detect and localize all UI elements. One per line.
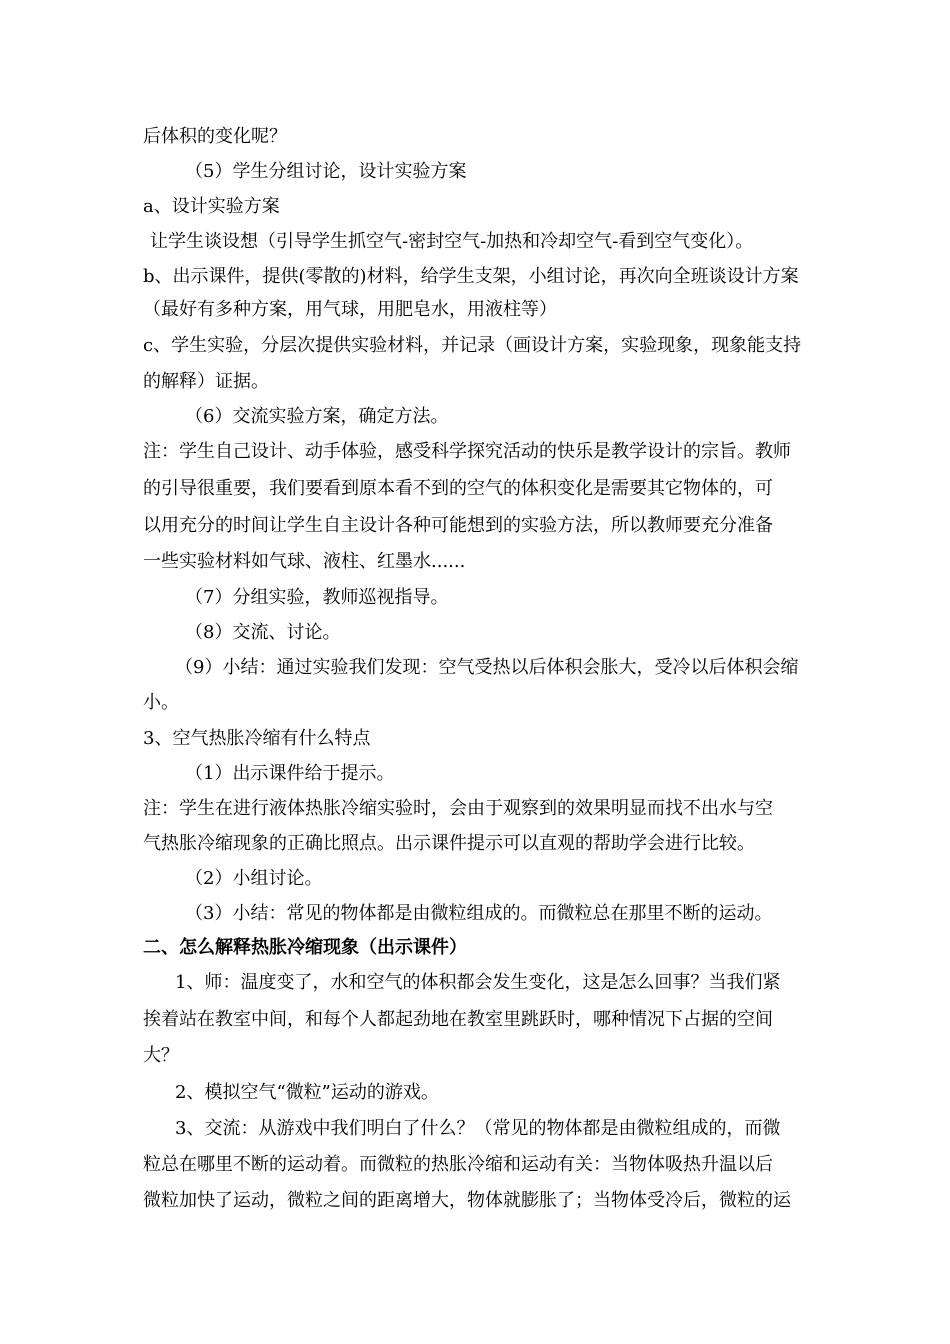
text-line: 3、空气热胀冷缩有什么特点 [143, 728, 371, 749]
text-line: 挨着站在教室中间，和每个人都起劲地在教室里跳跃时，哪种情况下占据的空间 [143, 1009, 773, 1030]
text-line: 的引导很重要，我们要看到原本看不到的空气的体积变化是需要其它物体的，可 [143, 478, 773, 499]
text-line: 的解释）证据。 [143, 371, 269, 392]
section-heading: 二、怎么解释热胀冷缩现象（出示课件） [143, 937, 467, 958]
text-line: c、学生实验，分层次提供实验材料，并记录（画设计方案，实验现象，现象能支持 [143, 335, 802, 356]
text-line: 一些实验材料如气球、液柱、红墨水...... [143, 551, 466, 572]
text-line: （1）出示课件给于提示。 [185, 763, 395, 784]
text-line: 2、模拟空气“微粒”运动的游戏。 [175, 1082, 439, 1103]
text-line: 大？ [143, 1045, 179, 1066]
text-line: 气热胀冷缩现象的正确比照点。出示课件提示可以直观的帮助学会进行比较。 [143, 833, 755, 854]
text-line: 1、师：温度变了，水和空气的体积都会发生变化，这是怎么回事？当我们紧 [175, 972, 781, 993]
text-line: 3、交流：从游戏中我们明白了什么？（常见的物体都是由微粒组成的，而微 [175, 1118, 781, 1139]
text-line: （3）小结：常见的物体都是由微粒组成的。而微粒总在那里不断的运动。 [185, 903, 773, 924]
text-line: 微粒加快了运动，微粒之间的距离增大，物体就膨胀了；当物体受冷后，微粒的运 [143, 1190, 791, 1211]
text-line: 粒总在哪里不断的运动着。而微粒的热胀冷缩和运动有关：当物体吸热升温以后 [143, 1154, 773, 1175]
text-line: 让学生谈设想（引导学生抓空气-密封空气-加热和冷却空气-看到空气变化）。 [150, 231, 754, 252]
text-line: （2）小组讨论。 [185, 868, 323, 889]
text-line: （7）分组实验，教师巡视指导。 [185, 587, 449, 608]
text-line: （5）学生分组讨论，设计实验方案 [185, 161, 467, 182]
text-line: （8）交流、讨论。 [185, 622, 341, 643]
text-line: 小。 [143, 692, 179, 713]
text-line: 后体积的变化呢？ [143, 126, 287, 147]
text-line: （9）小结：通过实验我们发现：空气受热以后体积会胀大，受冷以后体积会缩 [175, 657, 799, 678]
text-line: 以用充分的时间让学生自主设计各种可能想到的实验方法，所以教师要充分准备 [143, 515, 773, 536]
text-line: 注：学生在进行液体热胀冷缩实验时，会由于观察到的效果明显而找不出水与空 [143, 798, 773, 819]
text-line: a、设计实验方案 [143, 196, 280, 217]
text-line: 注：学生自己设计、动手体验，感受科学探究活动的快乐是教学设计的宗旨。教师 [143, 441, 791, 462]
text-line: （6）交流实验方案，确定方法。 [185, 406, 449, 427]
text-line: （最好有多种方案，用气球，用肥皂水，用液柱等） [143, 299, 557, 320]
text-line: b、出示课件，提供(零散的)材料，给学生支架，小组讨论，再次向全班谈设计方案 [143, 266, 799, 287]
